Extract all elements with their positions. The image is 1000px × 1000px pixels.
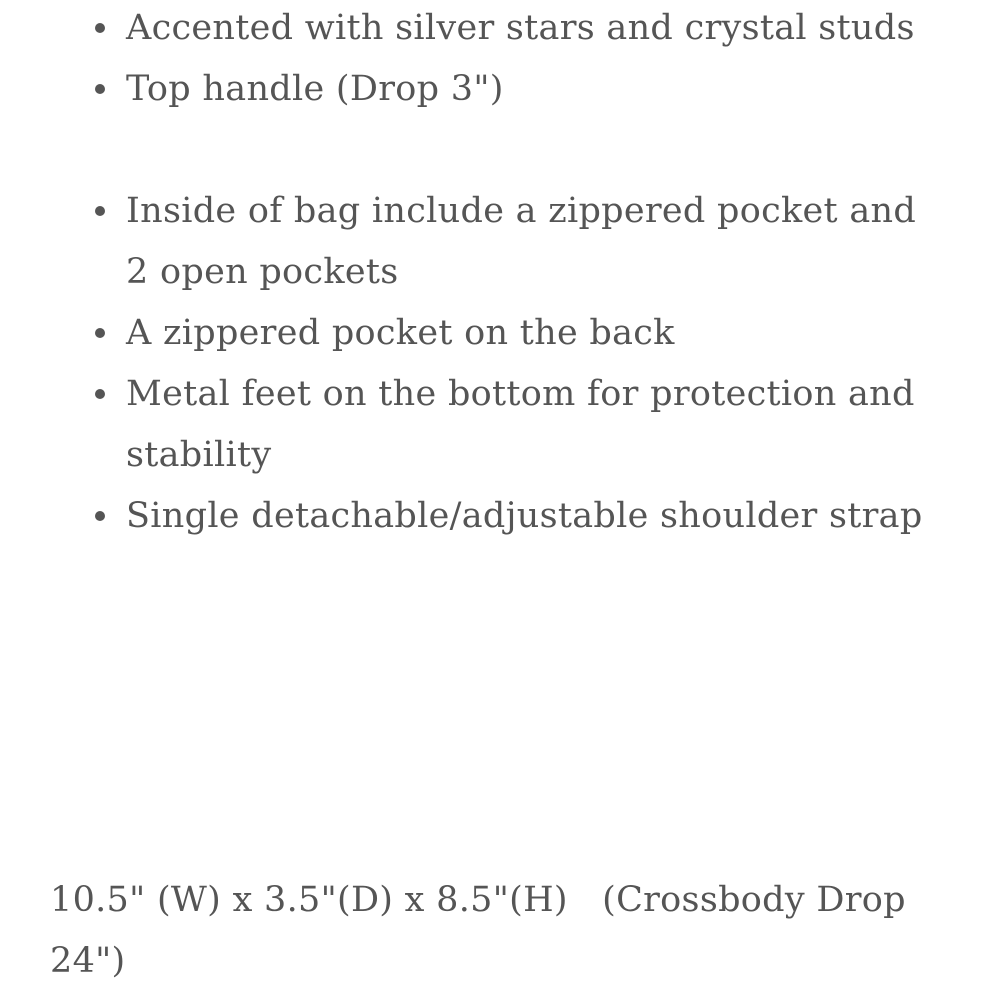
list-item <box>0 303 960 364</box>
list-item <box>0 0 960 59</box>
feature-text: Inside of bag include a zippered pocket and 2 open pockets <box>126 191 917 292</box>
feature-text: Top handle (Drop 3") <box>126 69 504 109</box>
feature-text: Single detachable/adjustable shoulder strap <box>126 496 923 536</box>
bullet-icon <box>95 23 105 33</box>
bullet-icon <box>95 389 105 399</box>
bullet-icon <box>95 511 105 521</box>
list-item <box>0 59 960 120</box>
list-item <box>0 486 960 547</box>
list-spacer <box>0 120 960 181</box>
bullet-icon <box>95 328 105 338</box>
list-item <box>0 364 960 486</box>
bullet-icon <box>95 206 105 216</box>
feature-text: A zippered pocket on the back <box>126 313 675 353</box>
dimensions-text: 10.5" (W) x 3.5"(D) x 8.5"(H) (Crossbody Drop 24") <box>50 880 918 981</box>
feature-text: Accented with silver stars and crystal studs <box>126 8 915 48</box>
bullet-icon <box>95 84 105 94</box>
list-item <box>0 181 960 303</box>
feature-text: Metal feet on the bottom for protection and stability <box>126 374 915 475</box>
